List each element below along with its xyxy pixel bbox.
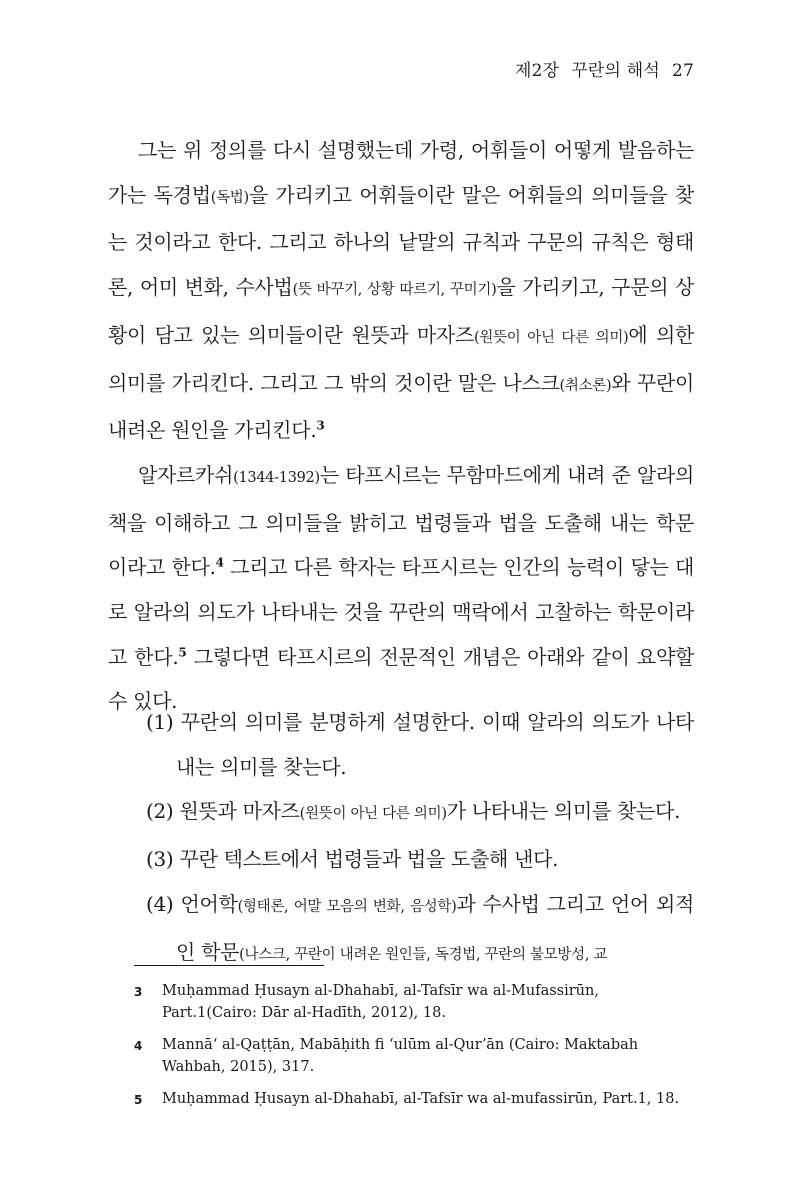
footnote-ref[interactable]: 4 (215, 555, 224, 570)
chapter-label: 제2장 (514, 61, 560, 81)
small-gloss: (원뜻이 아닌 다른 의미) (473, 329, 629, 346)
main-text (108, 128, 694, 724)
text-run: 그리고 다른 학자는 타프시르는 인간의 능력이 닿는 대로 알라의 의도가 나타내는 것을 꾸란의 맥락에서 고찰하는 학문이라고 한다. (108, 555, 694, 669)
text-run: (4) 언어학 (146, 891, 238, 916)
page-number: 27 (671, 61, 694, 81)
text-run: 그렇다면 타프시르의 전문적인 개념은 아래와 같이 요약할 수 있다. (108, 644, 694, 714)
paragraph-1 (108, 128, 694, 453)
text-run: 와 꾸란이 내려온 원인을 가리킨다. (108, 370, 694, 443)
text-run: 과 수사법 그리고 언어 외적인 학문 (176, 891, 694, 964)
running-header (515, 56, 694, 81)
numbered-list (108, 700, 694, 977)
list-item (108, 882, 694, 977)
text-run: (2) 원뜻과 마자즈 (146, 799, 300, 824)
small-gloss: (뜻 바꾸기, 상황 따르기, 꾸미기) (292, 282, 497, 299)
footnote-ref[interactable]: 3 (316, 418, 325, 433)
text-run: 는 타프시르는 무함마드에게 내려 준 알라의 책을 이해하고 그 의미들을 밝히고 법령들과 법을 도출해 내는 학문이라고 한다. (108, 462, 694, 580)
footnote (134, 1088, 696, 1110)
text-run: 을 가리키고 어휘들이란 말은 어휘들의 의미들을 찾는 것이라고 한다. 그리고 하나의 낱말의 규칙과 구문의 규칙은 형태론, 어미 변화, 수사법 (108, 182, 694, 300)
text-run: (1) 꾸란의 의미를 분명하게 설명한다. 이때 알라의 의도가 나타내는 의미를 찾는다. (146, 710, 694, 779)
footnote-text: Muḥammad Ḥusayn al-Dhahabī, al-Tafsīr wa al-mufassirūn, Part.1, 18. (162, 1091, 680, 1107)
text-run: 그는 위 정의를 다시 설명했는데 가령, 어휘들이 어떻게 발음하는 가는 독경법 (108, 138, 694, 207)
text-run: 을 가리키고, 구문의 상황이 담고 있는 의미들이란 원뜻과 마자즈 (108, 275, 694, 347)
text-run: 가 나타내는 의미를 찾는다. (446, 799, 681, 824)
list-item (108, 700, 694, 789)
small-gloss: (취소론) (559, 377, 612, 394)
footnote (134, 1034, 696, 1078)
footnote-text: Muḥammad Ḥusayn al-Dhahabī, al-Tafsīr wa al-Mufassirūn, Part.1(Cairo: Dār al-Hadīth, 2012), 18. (162, 983, 599, 1021)
text-run: 에 의한 의미를 가리킨다. 그리고 그 밖의 것이란 말은 나스크 (108, 322, 694, 395)
footnote-number: 3 (134, 985, 143, 999)
footnote-text: Mannāʻ al-Qaṭṭān, Mabāḥith fi ʻulūm al-Qurʼān (Cairo: Maktabah Wahbah, 2015), 317. (162, 1037, 639, 1075)
list-item (108, 789, 694, 837)
footnote-number: 4 (134, 1039, 143, 1053)
footnote-divider (134, 965, 324, 966)
footnote-number: 5 (134, 1093, 143, 1107)
text-run: 알자르카쉬 (138, 462, 234, 487)
paragraph-2 (108, 453, 694, 724)
small-gloss: (1344-1392) (233, 469, 320, 486)
text-run: (3) 꾸란 텍스트에서 법령들과 법을 도출해 낸다. (146, 847, 559, 872)
small-gloss: (원뜻이 아닌 다른 의미) (299, 806, 447, 823)
small-gloss: (나스크, 꾸란이 내려온 원인들, 독경법, 꾸란의 불모방성, 교 (239, 946, 608, 963)
footnote (134, 980, 696, 1024)
footnote-ref[interactable]: 5 (178, 645, 187, 660)
small-gloss: (형태론, 어말 모음의 변화, 음성학) (237, 898, 457, 915)
chapter-title: 꾸란의 해석 (571, 61, 660, 81)
list-item (108, 837, 694, 882)
small-gloss: (독법) (210, 189, 249, 206)
footnotes (134, 980, 696, 1120)
